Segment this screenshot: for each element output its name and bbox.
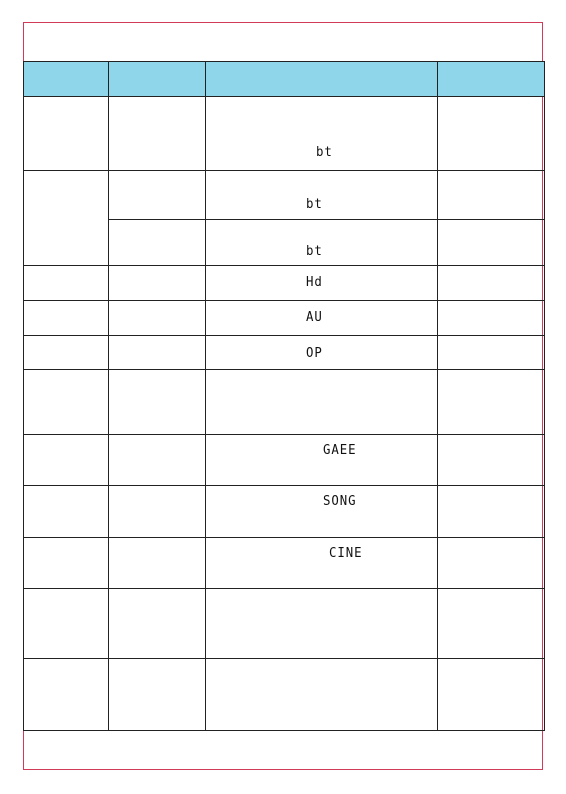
segment-label-cine: CINE bbox=[329, 546, 363, 561]
table-rule bbox=[23, 658, 545, 659]
table-header-row bbox=[24, 62, 544, 96]
table-rule bbox=[23, 588, 545, 589]
segment-label-bt: bt bbox=[316, 145, 333, 160]
table-rule bbox=[23, 730, 545, 731]
table-rule bbox=[205, 61, 206, 731]
segment-label-bt: bt bbox=[306, 244, 323, 259]
segment-label-au: AU bbox=[306, 310, 323, 325]
table-rule bbox=[23, 537, 545, 538]
table-rule bbox=[23, 335, 545, 336]
table-rule bbox=[437, 61, 438, 731]
segment-label-game: GAEE bbox=[323, 443, 357, 458]
table-rule bbox=[23, 485, 545, 486]
table-rule bbox=[23, 170, 545, 171]
table-rule bbox=[544, 61, 545, 731]
table-rule bbox=[23, 61, 545, 62]
table-rule bbox=[108, 219, 545, 220]
segment-label-op: OP bbox=[306, 346, 323, 361]
segment-label-hd: Hd bbox=[306, 275, 323, 290]
table-rule bbox=[23, 434, 545, 435]
table-rule bbox=[23, 61, 24, 731]
table-rule bbox=[23, 300, 545, 301]
segment-label-song: SONG bbox=[323, 494, 357, 509]
table-rule bbox=[108, 61, 109, 731]
table-rule bbox=[23, 369, 545, 370]
segment-label-bt: bt bbox=[306, 197, 323, 212]
table-rule bbox=[23, 96, 545, 97]
table-rule bbox=[23, 265, 545, 266]
